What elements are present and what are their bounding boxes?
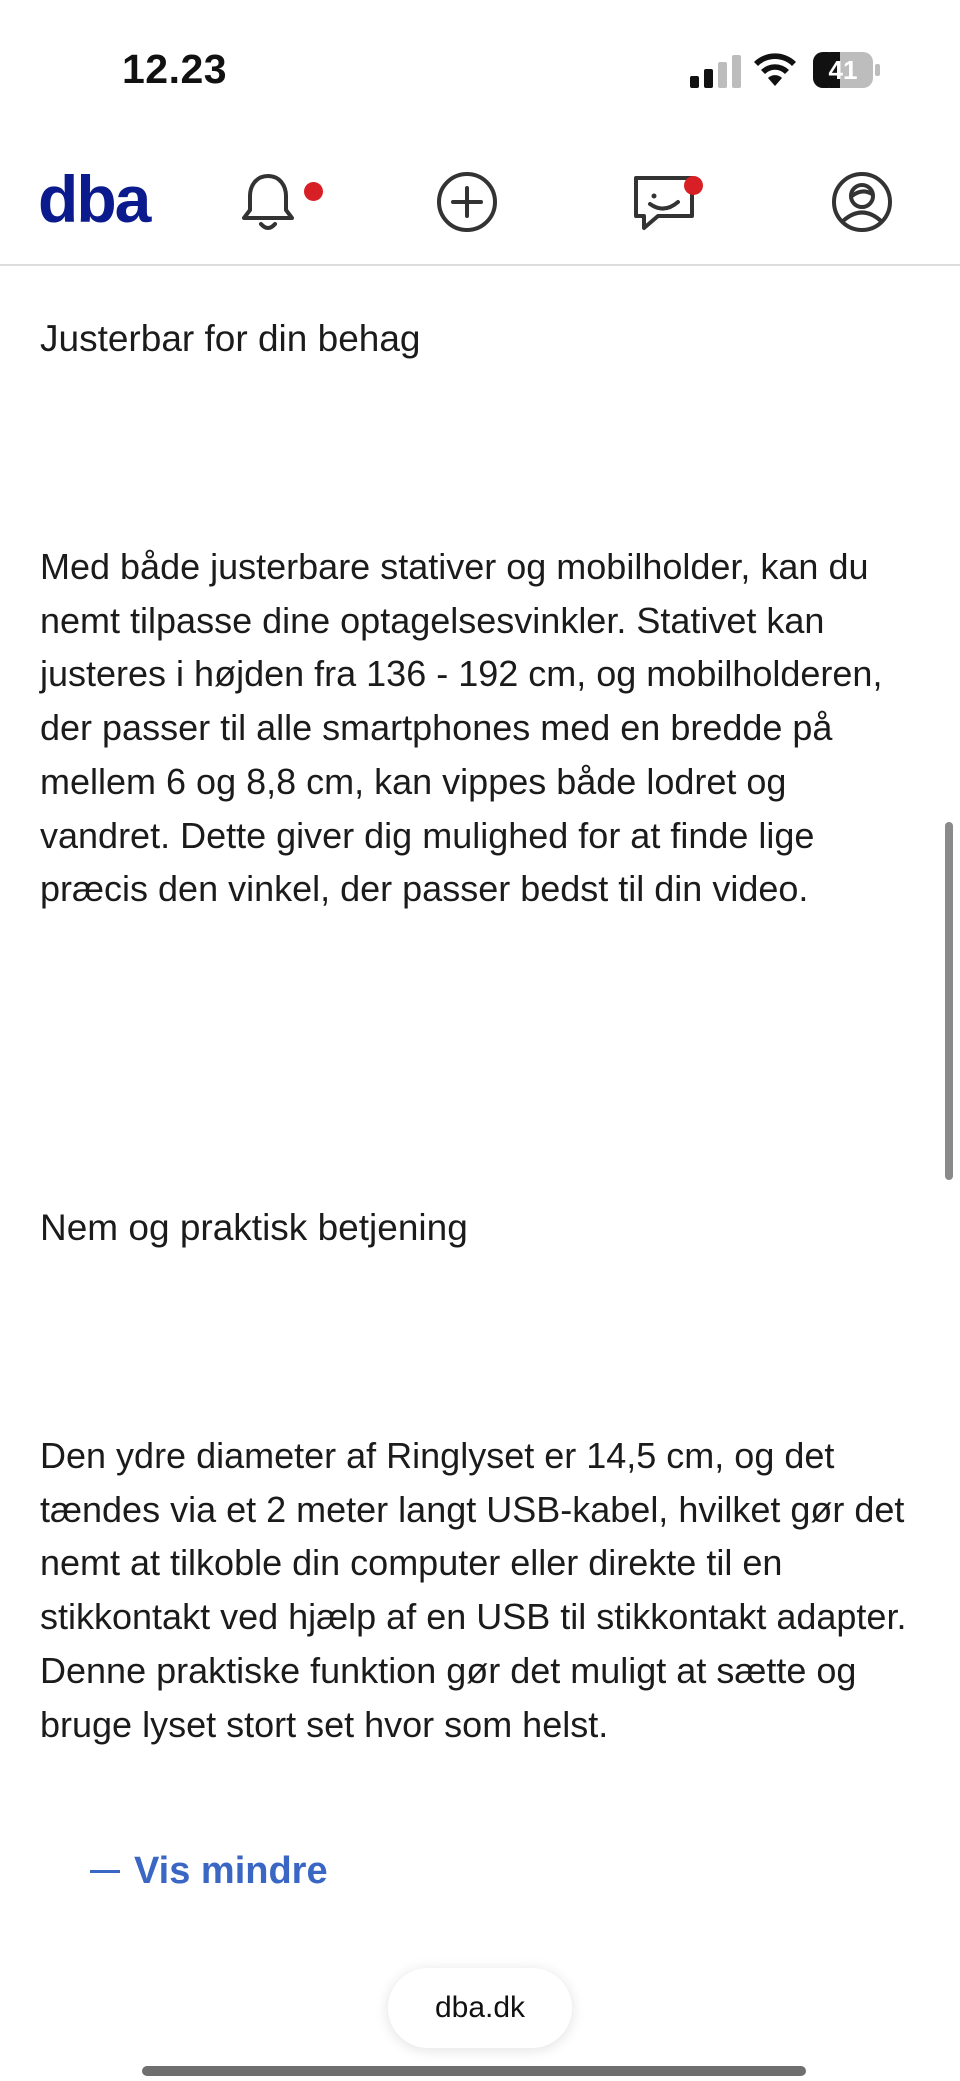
- app-header: [0, 140, 960, 266]
- show-less-label: Vis mindre: [134, 1850, 328, 1892]
- profile-button[interactable]: [826, 166, 898, 238]
- notifications-button[interactable]: [232, 166, 304, 238]
- wifi-icon: [752, 52, 798, 88]
- status-bar: [0, 0, 960, 140]
- add-icon: [431, 166, 503, 238]
- show-less-button[interactable]: [90, 1850, 328, 1893]
- description-paragraph-operation: Den ydre diameter af Ringlyset er 14,5 cm, og det tændes via et 2 meter langt USB-kabel, hvilket gør det nemt at tilkoble din computer eller direkte til en stikkontakt ved hjælp af en USB til stikkontakt adapter. Denne praktiske funktion gør det muligt at sætte og bruge lyset stort set hvor som helst.: [40, 1435, 907, 1745]
- section-heading-adjustable: Justerbar for din behag: [40, 318, 421, 359]
- status-time: 12.23: [122, 46, 228, 92]
- notification-dot: [304, 182, 323, 201]
- create-listing-button[interactable]: [431, 166, 503, 238]
- messages-dot: [684, 176, 703, 195]
- section-heading-operation: Nem og praktisk betjening: [40, 1207, 468, 1248]
- minus-icon: [90, 1870, 120, 1873]
- cellular-signal-icon: [688, 54, 744, 88]
- address-bar-url: dba.dk: [434, 1991, 526, 2024]
- home-indicator[interactable]: [142, 2066, 806, 2076]
- address-bar[interactable]: [388, 1968, 572, 2048]
- scrollbar[interactable]: [945, 822, 953, 1180]
- description-paragraph-adjustable: Med både justerbare stativer og mobilholder, kan du nemt tilpasse dine optagelsesvinkler. Stativet kan justeres i højden fra 136 - 192 cm, og mobilholderen, der passer til alle smartphones med en bredde på mellem 6 og 8,8 cm, kan vippes både lodret og vandret. Dette giver dig mulighed for at finde lige præcis den vinkel, der passer bedst til din video.: [40, 546, 883, 910]
- dba-logo[interactable]: [38, 170, 174, 232]
- profile-icon: [826, 166, 898, 238]
- bell-icon: [232, 166, 304, 238]
- battery-icon: [812, 50, 882, 90]
- svg-text:dba: dba: [38, 170, 150, 232]
- messages-button[interactable]: [628, 166, 700, 238]
- battery-level: 41: [828, 54, 858, 85]
